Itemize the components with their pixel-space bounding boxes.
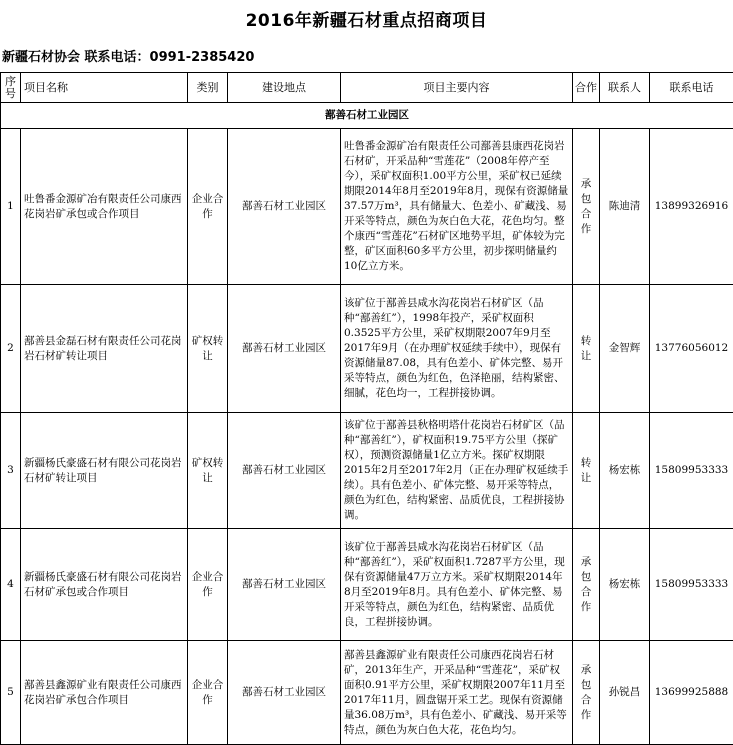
header-category: 类别 [188, 73, 228, 103]
cell-location: 鄯善石材工业园区 [228, 529, 341, 641]
cell-name: 新疆杨氏豪盛石材有限公司花岗岩石材矿承包或合作项目 [21, 529, 188, 641]
cell-index: 4 [1, 529, 21, 641]
table-row [1, 285, 733, 413]
cell-name: 新疆杨氏豪盛石材有限公司花岗岩石材矿转让项目 [21, 413, 188, 529]
cell-location: 鄯善石材工业园区 [228, 413, 341, 529]
section-title: 鄯善石材工业园区 [1, 103, 733, 129]
cell-cooperation: 承包合作 [573, 129, 600, 285]
cell-contact-person: 杨宏栋 [600, 529, 650, 641]
cell-category: 矿权转让 [188, 285, 228, 413]
cell-category: 企业合作 [188, 129, 228, 285]
header-name: 项目名称 [21, 73, 188, 103]
header-cooperation: 合作 [573, 73, 600, 103]
cell-cooperation: 转让 [573, 413, 600, 529]
cell-category: 企业合作 [188, 529, 228, 641]
table-row [1, 529, 733, 641]
cell-phone: 15809953333 [650, 529, 733, 641]
header-content: 项目主要内容 [341, 73, 573, 103]
cell-cooperation: 承包合作 [573, 641, 600, 745]
header-location: 建设地点 [228, 73, 341, 103]
cell-contact-person: 孙锐昌 [600, 641, 650, 745]
cell-content: 吐鲁番金源矿冶有限责任公司鄯善县康西花岗岩石材矿，开采品种“雪莲花”（2008年停产至今），采矿权面积1.00平方公里，采矿权已延续期限2014年8月至2019年8月，现保有资源储量37.57万m³，具有储量大、色差小、矿藏浅、易开采等特点，颜色为灰白色大花，花色均匀。整个康西“雪莲花”石材矿区地势平坦，矿体较为完整，矿区面积60多平方公里，初步探明储量约10亿立方米。 [341, 129, 573, 285]
contact-line: 新疆石材协会 联系电话：0991-2385420 [2, 46, 254, 65]
cell-location: 鄯善石材工业园区 [228, 641, 341, 745]
cell-content: 鄯善县鑫源矿业有限责任公司康西花岗岩石材矿，2013年生产，开采品种“雪莲花”，采矿权面积0.91平方公里，采矿权期限2007年11月至2017年11月，圆盘锯开采工艺。现保有资源储量36.08万m³，具有色差小、矿藏浅、易开采等特点，颜色为灰白色大花，花色均匀。 [341, 641, 573, 745]
section-row [1, 103, 733, 129]
cell-contact-person: 金智辉 [600, 285, 650, 413]
cell-contact-person: 陈迪清 [600, 129, 650, 285]
projects-table [0, 72, 733, 745]
table-row [1, 413, 733, 529]
cell-location: 鄯善石材工业园区 [228, 129, 341, 285]
cell-name: 鄯善县鑫源矿业有限责任公司康西花岗岩矿承包合作项目 [21, 641, 188, 745]
cell-location: 鄯善石材工业园区 [228, 285, 341, 413]
cell-index: 5 [1, 641, 21, 745]
table-row [1, 641, 733, 745]
cell-phone: 15809953333 [650, 413, 733, 529]
cell-contact-person: 杨宏栋 [600, 413, 650, 529]
cell-phone: 13776056012 [650, 285, 733, 413]
header-index: 序号 [1, 73, 21, 103]
header-contact-person: 联系人 [600, 73, 650, 103]
cell-index: 3 [1, 413, 21, 529]
cell-phone: 13699925888 [650, 641, 733, 745]
cell-content: 该矿位于鄯善县秋格明塔什花岗岩石材矿区（品种“鄯善红”），矿权面积19.75平方公里（探矿权），预测资源储量1亿立方米。探矿权期限2015年2月至2017年2月（正在办理矿权延续手续）。具有色差小、矿体完整、易开采等特点，颜色为红色，结构紧密、品质优良，工程拼接协调。 [341, 413, 573, 529]
cell-cooperation: 承包合作 [573, 529, 600, 641]
table-row [1, 129, 733, 285]
cell-category: 矿权转让 [188, 413, 228, 529]
cell-index: 2 [1, 285, 21, 413]
header-phone: 联系电话 [650, 73, 733, 103]
cell-content: 该矿位于鄯善县咸水沟花岗岩石材矿区（品种“鄯善红”），1998年投产，采矿权面积0.3525平方公里，采矿权期限2007年9月至2017年9月（在办理矿权延续手续中），现保有资源储量87.08，具有色差小、矿体完整、易开采等特点，颜色为红色，色泽艳丽，结构紧密、细腻，花色均一，工程拼接协调。 [341, 285, 573, 413]
table-header-row [1, 73, 733, 103]
cell-category: 企业合作 [188, 641, 228, 745]
cell-index: 1 [1, 129, 21, 285]
document-title: 2016年新疆石材重点招商项目 [0, 6, 733, 31]
cell-cooperation: 转让 [573, 285, 600, 413]
cell-phone: 13899326916 [650, 129, 733, 285]
cell-content: 该矿位于鄯善县咸水沟花岗岩石材矿区（品种“鄯善红”），采矿权面积1.7287平方公里，现保有资源储量47万立方米。采矿权期限2014年8月至2019年8月。具有色差小、矿体完整、易开采等特点，颜色为红色，结构紧密、品质优良，工程拼接协调。 [341, 529, 573, 641]
cell-name: 鄯善县金磊石材有限责任公司花岗岩石材矿转让项目 [21, 285, 188, 413]
cell-name: 吐鲁番金源矿冶有限责任公司康西花岗岩矿承包或合作项目 [21, 129, 188, 285]
